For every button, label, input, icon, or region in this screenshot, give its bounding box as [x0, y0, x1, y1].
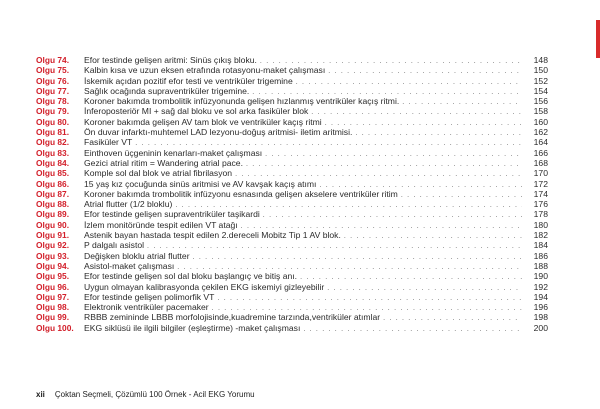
- leader-dots: [217, 294, 522, 304]
- page-number: 188: [533, 260, 548, 271]
- leader-dots: [344, 232, 522, 242]
- case-title: Gezici atrial ritim = Wandering atrial pace.: [84, 157, 243, 168]
- toc-entry[interactable]: [36, 292, 548, 302]
- case-title: Sağlık ocağında supraventriküler trigemine.: [84, 85, 250, 96]
- toc-entry[interactable]: [36, 127, 548, 137]
- toc-entry[interactable]: [36, 209, 548, 219]
- leader-dots: [263, 211, 522, 221]
- case-number: Olgu 74.: [36, 55, 70, 65]
- toc-entry[interactable]: [36, 261, 548, 271]
- toc-entry[interactable]: [36, 96, 548, 106]
- footer-book-title: Çoktan Seçmeli, Çözümlü 100 Örnek - Acil EKG Yorumu: [54, 390, 255, 399]
- leader-dots: [327, 284, 522, 294]
- page-number: 170: [533, 168, 548, 179]
- case-title: Koroner bakımda trombolitik infüzyonunda gelişen hızlanmış ventriküler kaçış ritmi.: [84, 96, 400, 107]
- case-number: Olgu 98.: [36, 302, 70, 313]
- page-number: 194: [533, 291, 548, 302]
- case-number: Olgu 95.: [36, 271, 70, 282]
- case-number: Olgu 79.: [36, 106, 70, 117]
- toc-entry[interactable]: [36, 158, 548, 168]
- footer-page-number: xii: [36, 390, 45, 399]
- case-number: Olgu 100.: [36, 322, 74, 333]
- toc-entry[interactable]: [36, 86, 548, 96]
- page-number: 196: [533, 302, 548, 313]
- page-number: 158: [533, 106, 548, 117]
- page-number: 152: [533, 75, 548, 86]
- case-title: Ön duvar infarktı-muhtemel LAD lezyonu-doğuş aritmisi- iletim aritmisi.: [84, 127, 353, 138]
- toc-entry[interactable]: [36, 282, 548, 292]
- case-number: Olgu 87.: [36, 188, 70, 199]
- page-number: 198: [533, 312, 548, 323]
- case-number: Olgu 78.: [36, 96, 70, 107]
- case-title: Kalbin kısa ve uzun eksen etrafında rotasyonu-maket çalışması: [84, 65, 326, 76]
- toc-entry[interactable]: [36, 168, 548, 178]
- page-number: 200: [533, 322, 548, 333]
- page-number: 160: [533, 116, 548, 127]
- case-title: Efor testinde gelişen aritmi: Sinüs çıkış bloku.: [84, 55, 257, 65]
- leader-dots: [246, 160, 522, 170]
- case-number: Olgu 90.: [36, 219, 70, 230]
- case-title: Astenik bayan hastada tespit edilen 2.dereceli Mobitz Tip 1 AV blok.: [84, 230, 341, 241]
- case-title: Einthoven üçgeninin kenarları-maket çalışması: [84, 147, 263, 158]
- case-number: Olgu 81.: [36, 127, 70, 138]
- toc-entry[interactable]: [36, 65, 548, 75]
- case-title: İzlem monitöründe tespit edilen VT atağı: [84, 219, 238, 230]
- page-number: 174: [533, 188, 548, 199]
- leader-dots: [193, 253, 522, 263]
- toc-entry[interactable]: [36, 199, 548, 209]
- page-number: 172: [533, 178, 548, 189]
- leader-dots: [303, 325, 522, 335]
- toc-entry[interactable]: [36, 312, 548, 322]
- case-number: Olgu 89.: [36, 209, 70, 220]
- toc-entry[interactable]: [36, 106, 548, 116]
- case-number: Olgu 86.: [36, 178, 70, 189]
- leader-dots: [355, 129, 522, 139]
- page-edge-tab: [596, 20, 600, 58]
- toc-entry[interactable]: [36, 302, 548, 312]
- case-title: EKG siklüsü ile ilgili bilgiler (eşleştirme) -maket çalışması: [84, 322, 301, 333]
- toc-entry[interactable]: [36, 323, 548, 333]
- page-number: 148: [533, 55, 548, 65]
- case-number: Olgu 94.: [36, 260, 70, 271]
- page-footer: [36, 390, 255, 399]
- case-title: Değişken bloklu atrial flutter: [84, 250, 190, 261]
- case-title: RBBB zemininde LBBB morfolojisinde,kuadremine tarzında,ventriküler atımlar: [84, 312, 381, 323]
- toc-entry[interactable]: [36, 271, 548, 281]
- leader-dots: [325, 119, 522, 129]
- case-number: Olgu 75.: [36, 65, 70, 76]
- case-title: Elektronik ventriküler pacemaker: [84, 302, 209, 313]
- page-number: 176: [533, 199, 548, 210]
- case-number: Olgu 88.: [36, 199, 70, 210]
- toc-entry[interactable]: [36, 240, 548, 250]
- case-title: Koroner bakımda gelişen AV tam blok ve ventriküler kaçış ritmi: [84, 116, 322, 127]
- toc-entry[interactable]: [36, 230, 548, 240]
- page-number: 166: [533, 147, 548, 158]
- case-title: 15 yaş kız çocuğunda sinüs aritmisi ve AV kavşak kaçış atımı: [84, 178, 317, 189]
- leader-dots: [383, 314, 522, 324]
- case-number: Olgu 85.: [36, 168, 70, 179]
- toc-entry[interactable]: [36, 117, 548, 127]
- case-title: Koroner bakımda trombolitik infüzyonu esnasında gelişen akselere ventriküler ritim: [84, 188, 398, 199]
- toc-entry[interactable]: [36, 179, 548, 189]
- case-number: Olgu 84.: [36, 157, 70, 168]
- leader-dots: [401, 191, 522, 201]
- case-title: İskemik açıdan pozitif efor testi ve ventriküler trigemine: [84, 75, 293, 86]
- case-number: Olgu 96.: [36, 281, 70, 292]
- page-number: 168: [533, 157, 548, 168]
- case-number: Olgu 99.: [36, 312, 70, 323]
- case-title: İnferoposteriör MI + sağ dal bloku ve sol arka fasiküler blok: [84, 106, 309, 117]
- case-title: Uygun olmayan kalibrasyonda çekilen EKG iskemiyi gizleyebilir: [84, 281, 325, 292]
- page-number: 178: [533, 209, 548, 220]
- leader-dots: [296, 78, 522, 88]
- page-number: 190: [533, 271, 548, 282]
- leader-dots: [311, 108, 522, 118]
- case-number: Olgu 93.: [36, 250, 70, 261]
- toc-entry[interactable]: [36, 220, 548, 230]
- leader-dots: [300, 273, 522, 283]
- case-title: Fasiküler VT: [84, 137, 133, 148]
- page-number: 162: [533, 127, 548, 138]
- page-number: 154: [533, 85, 548, 96]
- case-title: Komple sol dal blok ve atrial fibrilasyon: [84, 168, 233, 179]
- toc-entry[interactable]: [36, 148, 548, 158]
- page-number: 180: [533, 219, 548, 230]
- page-number: 156: [533, 96, 548, 107]
- case-number: Olgu 92.: [36, 240, 70, 251]
- toc-entry[interactable]: [36, 76, 548, 86]
- toc-entry[interactable]: [36, 55, 548, 65]
- page-number: 192: [533, 281, 548, 292]
- case-title: P dalgalı asistol: [84, 240, 145, 251]
- case-title: Efor testinde gelişen supraventriküler taşikardi: [84, 209, 260, 220]
- case-number: Olgu 77.: [36, 85, 70, 96]
- page-number: 150: [533, 65, 548, 76]
- page-number: 184: [533, 240, 548, 251]
- toc-entry[interactable]: [36, 137, 548, 147]
- leader-dots: [147, 242, 522, 252]
- case-title: Asistol-maket çalışması: [84, 260, 175, 271]
- table-of-contents: [36, 55, 548, 333]
- case-number: Olgu 83.: [36, 147, 70, 158]
- case-title: Atrial flutter (1/2 bloklu): [84, 199, 173, 210]
- page-number: 186: [533, 250, 548, 261]
- case-title: Efor testinde gelişen polimorfik VT: [84, 291, 215, 302]
- leader-dots: [328, 67, 522, 77]
- toc-entry[interactable]: [36, 189, 548, 199]
- case-number: Olgu 76.: [36, 75, 70, 86]
- page-number: 164: [533, 137, 548, 148]
- leader-dots: [402, 98, 522, 108]
- case-number: Olgu 82.: [36, 137, 70, 148]
- case-number: Olgu 80.: [36, 116, 70, 127]
- case-number: Olgu 97.: [36, 291, 70, 302]
- case-number: Olgu 91.: [36, 230, 70, 241]
- case-title: Efor testinde gelişen sol dal bloku başlangıç ve bitiş anı.: [84, 271, 298, 282]
- page-number: 182: [533, 230, 548, 241]
- toc-entry[interactable]: [36, 251, 548, 261]
- leader-dots: [265, 150, 522, 160]
